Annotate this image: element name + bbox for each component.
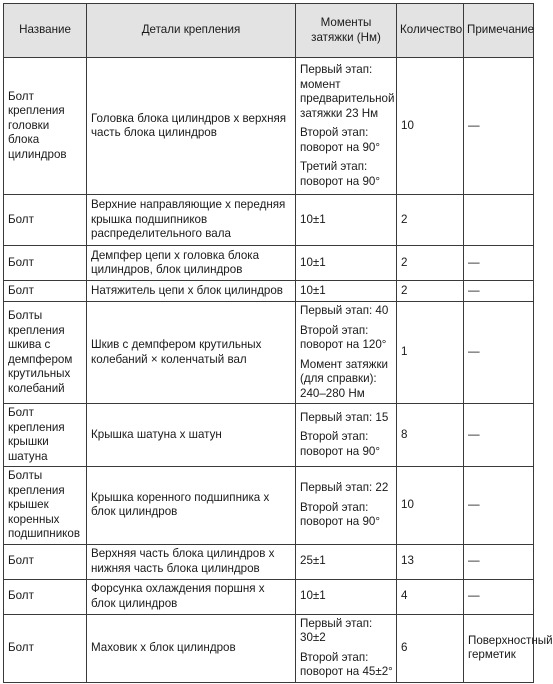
cell-note: — xyxy=(464,467,534,545)
cell-details: Маховик х блок цилиндров xyxy=(87,614,296,682)
cell-note: — xyxy=(464,302,534,404)
cell-qty: 1 xyxy=(397,302,464,404)
header-note: Примечание xyxy=(464,4,534,58)
cell-qty: 2 xyxy=(397,246,464,281)
table-body xyxy=(4,58,553,683)
torque-step: Второй этап: поворот на 120° xyxy=(300,323,387,351)
cell-torque xyxy=(296,246,397,281)
cell-name: Болт xyxy=(4,579,87,614)
table-row xyxy=(4,195,534,246)
header-torque: Моменты затяжки (Нм) xyxy=(296,4,397,58)
table-row xyxy=(4,544,534,579)
header-details: Детали крепления xyxy=(87,4,296,58)
cell-details: Натяжитель цепи х блок цилиндров xyxy=(87,281,296,302)
cell-details: Шкив с демпфером крутильных колебаний × коленчатый вал xyxy=(87,302,296,404)
cell-name: Болт xyxy=(4,195,87,246)
table-row xyxy=(4,404,534,467)
cell-name: Болты крепления крышек коренных подшипников xyxy=(4,467,87,545)
table-row xyxy=(4,58,534,195)
cell-details: Верхняя часть блока цилиндров х нижняя часть блока цилиндров xyxy=(87,544,296,579)
cell-qty: 2 xyxy=(397,281,464,302)
table-row xyxy=(4,579,534,614)
cell-name: Болт крепления крышки шатуна xyxy=(4,404,87,467)
torque-step: 10±1 xyxy=(300,589,326,603)
cell-name: Болт xyxy=(4,544,87,579)
cell-name: Болт xyxy=(4,246,87,281)
cell-details: Демпфер цепи х головка блока цилиндров, блок цилиндров xyxy=(87,246,296,281)
cell-qty: 2 xyxy=(397,195,464,246)
cell-note: — xyxy=(464,579,534,614)
cell-qty: 10 xyxy=(397,58,464,195)
header-qty: Количество xyxy=(397,4,464,58)
cell-qty: 4 xyxy=(397,579,464,614)
torque-step: Первый этап: 22 xyxy=(300,481,389,494)
cell-qty: 10 xyxy=(397,467,464,545)
cell-details: Крышка коренного подшипника х блок цилиндров xyxy=(87,467,296,545)
cell-torque xyxy=(296,195,397,246)
cell-torque xyxy=(296,544,397,579)
cell-note: — xyxy=(464,246,534,281)
torque-step: Второй этап: поворот на 90° xyxy=(300,430,380,458)
torque-step: 25±1 xyxy=(300,554,326,568)
cell-torque xyxy=(296,404,397,467)
torque-table xyxy=(3,3,553,683)
cell-name: Болт крепления головки блока цилиндров xyxy=(4,58,87,195)
torque-step: Первый этап: 15 xyxy=(300,410,389,424)
torque-step: Третий этап: поворот на 90° xyxy=(300,160,380,188)
cell-torque xyxy=(296,467,397,545)
torque-step: 10±1 xyxy=(300,283,326,297)
table-row xyxy=(4,614,534,682)
torque-step: 10±1 xyxy=(300,212,326,226)
cell-note: — xyxy=(464,544,534,579)
torque-step: Первый этап: момент предварительной затяжки 23 Нм xyxy=(300,63,395,120)
torque-step: Первый этап: 40 xyxy=(300,304,389,317)
torque-step: Первый этап: 30±2 xyxy=(300,616,373,644)
cell-name: Болт xyxy=(4,281,87,302)
torque-step: Момент затяжки (для справки): 240–280 Нм xyxy=(300,357,388,400)
cell-note: Поверхностный герметик xyxy=(464,614,534,682)
table-row xyxy=(4,467,534,545)
cell-name: Болты крепления шкива с демпфером крутильных колебаний xyxy=(4,302,87,404)
header-name: Название xyxy=(4,4,87,58)
table-row xyxy=(4,281,534,302)
cell-torque xyxy=(296,579,397,614)
cell-name: Болт xyxy=(4,614,87,682)
table-row xyxy=(4,302,534,404)
cell-qty: 6 xyxy=(397,614,464,682)
torque-step: Второй этап: поворот на 45±2° xyxy=(300,650,393,678)
cell-torque xyxy=(296,58,397,195)
cell-note: — xyxy=(464,281,534,302)
cell-qty: 8 xyxy=(397,404,464,467)
header-row xyxy=(4,4,534,58)
table-header xyxy=(4,4,534,58)
torque-step: Второй этап: поворот на 90° xyxy=(300,500,380,528)
table-row xyxy=(4,246,534,281)
cell-note: — xyxy=(464,404,534,467)
cell-torque xyxy=(296,302,397,404)
cell-note xyxy=(464,195,534,246)
cell-details: Форсунка охлаждения поршня х блок цилиндров xyxy=(87,579,296,614)
cell-note: — xyxy=(464,58,534,195)
cell-torque xyxy=(296,614,397,682)
torque-step: 10±1 xyxy=(300,255,326,269)
cell-qty: 13 xyxy=(397,544,464,579)
cell-details: Головка блока цилиндров х верхняя часть блока цилиндров xyxy=(87,58,296,195)
cell-torque xyxy=(296,281,397,302)
torque-step: Второй этап: поворот на 90° xyxy=(300,126,380,154)
cell-details: Крышка шатуна х шатун xyxy=(87,404,296,467)
cell-details: Верхние направляющие х передняя крышка подшипников распределительного вала xyxy=(87,195,296,246)
